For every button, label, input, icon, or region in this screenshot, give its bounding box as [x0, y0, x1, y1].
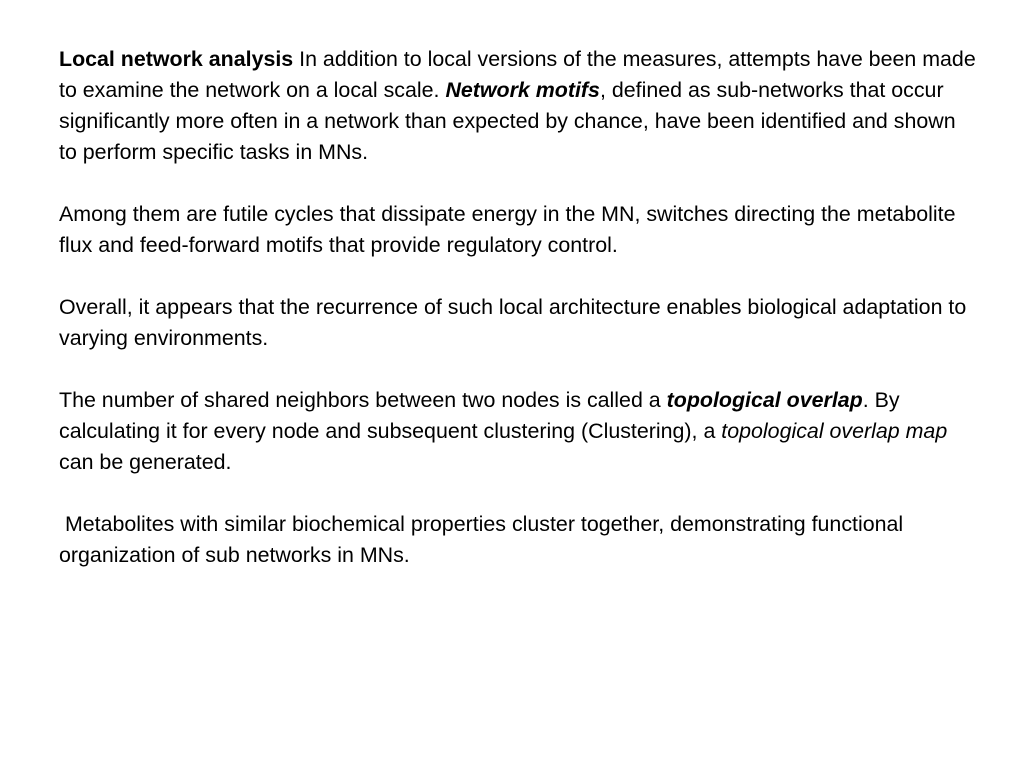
paragraph-futile-cycles — [59, 199, 979, 261]
slide-body — [59, 44, 979, 602]
p4-text-1: The number of shared neighbors between two nodes is called a — [59, 388, 667, 412]
paragraph-local-network-analysis — [59, 44, 979, 168]
term-topological-overlap: topological overlap — [666, 388, 863, 412]
heading-local-network-analysis: Local network analysis — [59, 47, 294, 71]
p1-text-2: , defined as sub-networks that occur significantly more often in a network than expected by chance, have been identified and shown to perform specific tasks in MNs. — [59, 78, 956, 164]
p3-text: Overall, it appears that the recurrence of such local architecture enables biological adaptation to varying environments. — [59, 295, 967, 350]
paragraph-metabolites — [59, 509, 979, 571]
term-topological-overlap-map: topological overlap map — [721, 419, 948, 443]
p2-text: Among them are futile cycles that dissipate energy in the MN, switches directing the metabolite flux and feed-forward motifs that provide regulatory control. — [59, 202, 956, 257]
paragraph-overall — [59, 292, 979, 354]
paragraph-topological-overlap — [59, 385, 979, 478]
p1-text-1: In addition to local versions of the measures, attempts have been made to examine the network on a local scale. — [59, 47, 976, 102]
p4-text-2: . By calculating it for every node and subsequent clustering (Clustering), a — [59, 388, 900, 443]
p5-text: Metabolites with similar biochemical properties cluster together, demonstrating functional organization of sub networks in MNs. — [59, 512, 904, 567]
p4-text-3: can be generated. — [59, 450, 232, 474]
term-network-motifs: Network motifs — [445, 78, 600, 102]
